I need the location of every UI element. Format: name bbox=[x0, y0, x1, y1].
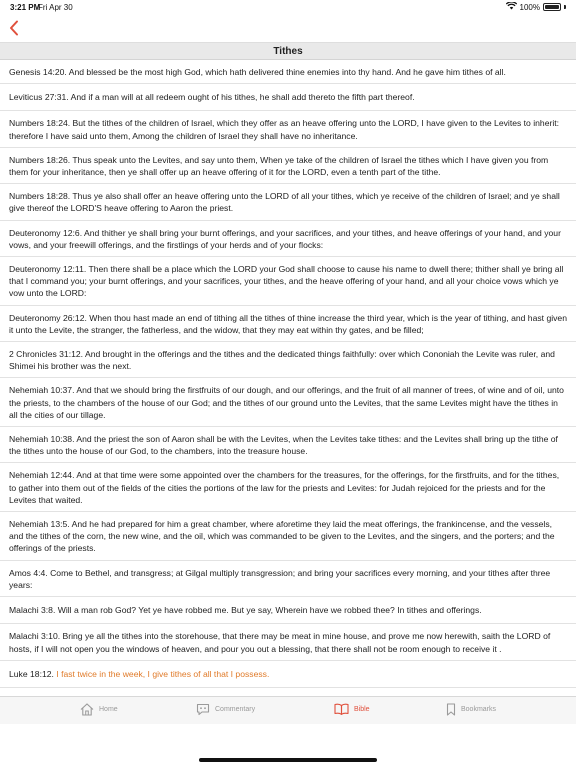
verse-text: When thou hast made an end of tithing all the tithes of thine increase the third year, which is the year of tithing, and hast given it unto the Levite, the stranger, the fatherless, and the widow, that they may eat within thy gates, and be filled; bbox=[9, 312, 567, 335]
commentary-icon bbox=[196, 703, 210, 716]
verse-ref: Deuteronomy 26:12. bbox=[9, 312, 87, 323]
status-date: Fri Apr 30 bbox=[38, 3, 73, 12]
verse-item[interactable] bbox=[0, 624, 576, 660]
page-title: Tithes bbox=[273, 45, 303, 57]
verse-text: Thus speak unto the Levites, and say unto them, When ye take of the children of Israel the tithes which I have given you from them for your inheritance, then ye shall offer up an heave offering of it for the LORD, even a tenth part of the tithe. bbox=[9, 154, 549, 178]
verse-item[interactable] bbox=[0, 306, 576, 342]
verse-item[interactable] bbox=[0, 257, 576, 306]
verse-item[interactable] bbox=[0, 221, 576, 257]
tab-home[interactable] bbox=[80, 703, 118, 716]
tab-commentary-label: Commentary bbox=[215, 706, 256, 713]
wifi-icon bbox=[506, 2, 517, 12]
verse-item[interactable] bbox=[0, 184, 576, 220]
verse-ref: Nehemiah 13:5. bbox=[9, 519, 70, 530]
battery-icon bbox=[543, 3, 561, 11]
tab-commentary[interactable] bbox=[196, 703, 255, 716]
verse-item[interactable] bbox=[0, 688, 576, 696]
chevron-left-icon bbox=[9, 20, 19, 36]
verse-ref: Deuteronomy 12:11. bbox=[9, 264, 87, 275]
verse-ref: Genesis 14:20. bbox=[9, 67, 67, 77]
verse-item[interactable] bbox=[0, 427, 576, 463]
verse-text: And brought in the offerings and the tithes and the dedicated things faithfully: over which Cononiah the Levite was ruler, and Shimei his brother was the next. bbox=[9, 349, 555, 372]
page-title-bar bbox=[0, 42, 576, 60]
bookmark-icon bbox=[446, 703, 456, 716]
verse-ref: Numbers 18:26. bbox=[9, 154, 71, 165]
verse-list[interactable] bbox=[0, 60, 576, 696]
verse-text: And thither ye shall bring your burnt offerings, and your sacrifices, and your tithes, and heave offerings of your hand, and your vows, and your freewill offerings, and the firstlings of your herds and of your flocks: bbox=[9, 227, 561, 250]
verse-ref: Deuteronomy 12:6. bbox=[9, 227, 83, 238]
verse-text: Thus ye also shall offer an heave offering unto the LORD of all your tithes, which ye receive of the children of Israel; and ye shall give thereof the LORD'S heave offering to Aaron the priest. bbox=[9, 191, 560, 214]
home-indicator bbox=[199, 758, 377, 762]
verse-text: Come to Bethel, and transgress; at Gilgal multiply transgression; and bring your sacrifices every morning, and your tithes after three years: bbox=[9, 567, 551, 590]
tab-bookmarks-label: Bookmarks bbox=[461, 706, 497, 713]
back-button[interactable] bbox=[4, 17, 24, 39]
verse-text: And at that time were some appointed over the chambers for the treasures, for the offerings, for the firstfruits, and for the tithes, to gather into them out of the fields of the cities the portions of the law for the priests and Levites: for Judah rejoiced for the priests and for the Levites that waited. bbox=[9, 470, 560, 505]
bible-icon bbox=[334, 703, 349, 715]
verse-text: And that we should bring the firstfruits of our dough, and our offerings, and the fruit of all manner of trees, of wine and of oil, unto the priests, to the chambers of the house of our God; and the tithes of our ground unto the Levites, that the same Levites might have the tithes in all the cities of our tillage. bbox=[9, 385, 564, 420]
verse-item[interactable] bbox=[0, 148, 576, 184]
verse-text: But the tithes of the children of Israel, which they offer as an heave offering unto the LORD, I have given to the Levites to inherit: therefore I have said unto them, Among the children of Israel they shall have no inheritance. bbox=[9, 118, 560, 141]
tab-home-label: Home bbox=[99, 706, 118, 713]
verse-item[interactable] bbox=[0, 463, 576, 512]
verse-item[interactable] bbox=[0, 60, 576, 84]
verse-ref: 2 Chronicles 31:12. bbox=[9, 349, 84, 360]
verse-ref: Numbers 18:24. bbox=[9, 118, 71, 129]
verse-text: Will a man rob God? Yet ye have robbed me. But ye say, Wherein have we robbed thee? In tithes and offerings. bbox=[57, 605, 482, 616]
verse-ref: Luke 18:12. bbox=[9, 668, 54, 679]
verse-item[interactable] bbox=[0, 111, 576, 147]
verse-item[interactable] bbox=[0, 84, 576, 111]
verse-ref: Nehemiah 12:44. bbox=[9, 470, 75, 481]
tab-bookmarks[interactable] bbox=[446, 703, 496, 716]
status-right bbox=[506, 2, 566, 12]
battery-percent: 100% bbox=[519, 2, 540, 12]
verse-text: And blessed be the most high God, which hath delivered thine enemies into thy hand. And he gave him tithes of all. bbox=[68, 67, 506, 77]
verse-ref: Leviticus 27:31. bbox=[9, 92, 69, 103]
battery-tip bbox=[564, 5, 566, 9]
tab-bible[interactable] bbox=[334, 703, 370, 715]
verse-item[interactable] bbox=[0, 342, 576, 378]
verse-ref: Malachi 3:10. bbox=[9, 631, 61, 642]
tab-bible-label: Bible bbox=[354, 705, 370, 713]
verse-ref: Nehemiah 10:38. bbox=[9, 434, 75, 445]
verse-item[interactable] bbox=[0, 597, 576, 624]
verse-item[interactable] bbox=[0, 378, 576, 427]
verse-item-highlighted[interactable] bbox=[0, 661, 576, 688]
verse-ref: Numbers 18:28. bbox=[9, 191, 71, 202]
status-bar bbox=[0, 0, 576, 14]
tab-bar bbox=[0, 696, 576, 724]
verse-text: And he had prepared for him a great chamber, where aforetime they laid the meat offerings, the frankincense, and the vessels, and the tithes of the corn, the new wine, and the oil, which was commanded to be given to the Levites, and the singers, and the porters; and the offerings of the priests. bbox=[9, 519, 555, 554]
verse-item[interactable] bbox=[0, 561, 576, 597]
verse-ref: Amos 4:4. bbox=[9, 567, 48, 578]
verse-text-highlighted: I fast twice in the week, I give tithes of all that I possess. bbox=[56, 668, 270, 679]
verse-ref: Malachi 3:8. bbox=[9, 605, 56, 616]
verse-text: And if a man will at all redeem ought of his tithes, he shall add thereto the fifth part thereof. bbox=[70, 92, 415, 103]
home-icon bbox=[80, 703, 94, 716]
status-time: 3:21 PM bbox=[10, 3, 41, 12]
verse-text: Bring ye all the tithes into the storehouse, that there may be meat in mine house, and prove me now herewith, saith the LORD of hosts, if I will not open you the windows of heaven, and pour you out a blessing, that there shall not be room enough to receive it . bbox=[9, 631, 551, 654]
verse-text: And the priest the son of Aaron shall be with the Levites, when the Levites take tithes: and the Levites shall bring up the tithe of the tithes unto the house of our God, to the chambers, into the treasure house. bbox=[9, 434, 558, 457]
verse-item[interactable] bbox=[0, 512, 576, 561]
verse-ref: Nehemiah 10:37. bbox=[9, 385, 75, 396]
verse-text: Then there shall be a place which the LORD your God shall choose to cause his name to dwell there; thither shall ye bring all that I command you; your burnt offerings, and your sacrifices, your tithes, and the heave offering of your hand, and all your choice vows which ye vow unto the LORD: bbox=[9, 264, 564, 299]
nav-bar bbox=[0, 14, 576, 42]
